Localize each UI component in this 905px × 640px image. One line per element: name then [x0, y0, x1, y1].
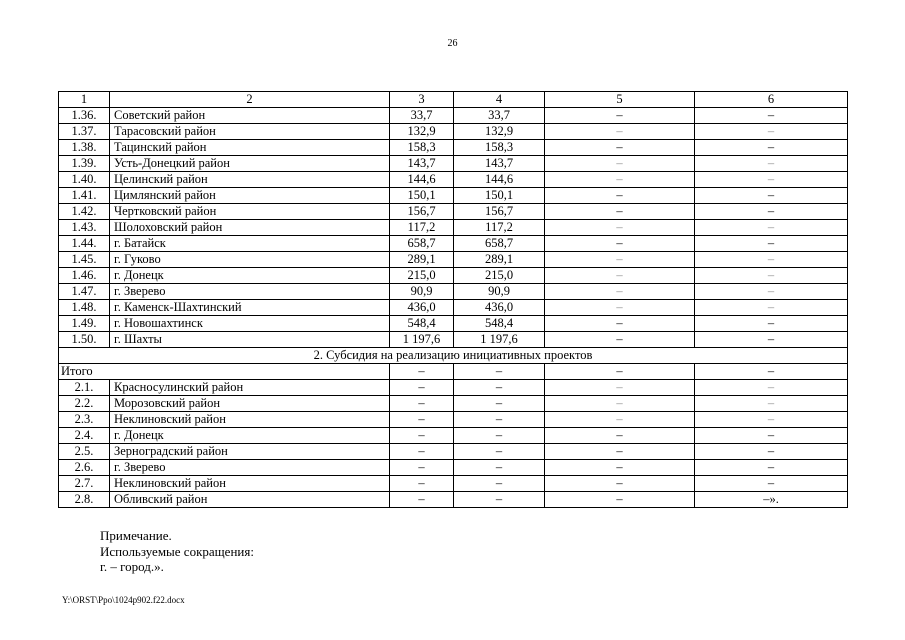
header-cell-4: 4 — [454, 92, 545, 108]
total-col-6: – — [695, 364, 848, 380]
value-col-6: – — [695, 284, 848, 300]
municipality-name: Советский район — [110, 108, 390, 124]
municipality-name: Тарасовский район — [110, 124, 390, 140]
value-col-5: – — [545, 204, 695, 220]
value-col-3: 436,0 — [390, 300, 454, 316]
value-col-6: – — [695, 412, 848, 428]
value-col-5: – — [545, 172, 695, 188]
value-col-4: – — [454, 492, 545, 508]
row-number: 1.40. — [59, 172, 110, 188]
value-col-4: 548,4 — [454, 316, 545, 332]
value-col-5: – — [545, 428, 695, 444]
value-col-4: 117,2 — [454, 220, 545, 236]
row-number: 1.42. — [59, 204, 110, 220]
value-col-5: – — [545, 156, 695, 172]
table-row — [59, 396, 848, 412]
value-col-5: – — [545, 492, 695, 508]
value-col-3: 132,9 — [390, 124, 454, 140]
total-col-4: – — [454, 364, 545, 380]
value-col-3: 33,7 — [390, 108, 454, 124]
table-row — [59, 204, 848, 220]
row-number: 1.48. — [59, 300, 110, 316]
value-col-4: – — [454, 412, 545, 428]
table-row — [59, 460, 848, 476]
table-row — [59, 380, 848, 396]
table-row — [59, 428, 848, 444]
value-col-6: – — [695, 204, 848, 220]
section-2-title: 2. Субсидия на реализацию инициативных проектов — [59, 348, 848, 364]
section-heading-row — [59, 348, 848, 364]
municipality-name: г. Зверево — [110, 284, 390, 300]
note-line-abbreviations: Используемые сокращения: — [100, 543, 254, 559]
value-col-4: – — [454, 396, 545, 412]
table-row — [59, 108, 848, 124]
value-col-4: 289,1 — [454, 252, 545, 268]
total-col-3: – — [390, 364, 454, 380]
municipality-name: Неклиновский район — [110, 412, 390, 428]
value-col-5: – — [545, 396, 695, 412]
value-col-4: – — [454, 380, 545, 396]
value-col-4: 143,7 — [454, 156, 545, 172]
total-row — [59, 364, 848, 380]
note-block — [100, 528, 254, 575]
municipality-name: Цимлянский район — [110, 188, 390, 204]
municipality-name: Обливский район — [110, 492, 390, 508]
value-col-6: – — [695, 172, 848, 188]
value-col-6: – — [695, 268, 848, 284]
municipality-name: Целинский район — [110, 172, 390, 188]
municipality-name: г. Шахты — [110, 332, 390, 348]
header-cell-1: 1 — [59, 92, 110, 108]
municipality-name: Усть-Донецкий район — [110, 156, 390, 172]
page-number: 26 — [447, 38, 458, 49]
row-number: 2.8. — [59, 492, 110, 508]
value-col-3: 215,0 — [390, 268, 454, 284]
value-col-3: 144,6 — [390, 172, 454, 188]
value-col-6: – — [695, 428, 848, 444]
row-number: 1.36. — [59, 108, 110, 124]
value-col-6: – — [695, 476, 848, 492]
value-col-6: – — [695, 108, 848, 124]
value-col-5: – — [545, 444, 695, 460]
row-number: 1.49. — [59, 316, 110, 332]
row-number: 1.45. — [59, 252, 110, 268]
value-col-4: – — [454, 444, 545, 460]
table-row — [59, 252, 848, 268]
value-col-3: 150,1 — [390, 188, 454, 204]
value-col-5: – — [545, 316, 695, 332]
value-col-4: 658,7 — [454, 236, 545, 252]
value-col-5: – — [545, 284, 695, 300]
municipality-name: г. Гуково — [110, 252, 390, 268]
header-cell-2: 2 — [110, 92, 390, 108]
table-row — [59, 316, 848, 332]
table-row — [59, 140, 848, 156]
header-row — [59, 92, 848, 108]
value-col-4: 144,6 — [454, 172, 545, 188]
value-col-4: 90,9 — [454, 284, 545, 300]
municipality-name: г. Новошахтинск — [110, 316, 390, 332]
municipality-name: Морозовский район — [110, 396, 390, 412]
value-col-6: – — [695, 396, 848, 412]
header-cell-3: 3 — [390, 92, 454, 108]
value-col-3: 90,9 — [390, 284, 454, 300]
municipality-name: Чертковский район — [110, 204, 390, 220]
value-col-6: – — [695, 236, 848, 252]
value-col-5: – — [545, 412, 695, 428]
row-number: 1.47. — [59, 284, 110, 300]
value-col-3: 143,7 — [390, 156, 454, 172]
row-number: 2.1. — [59, 380, 110, 396]
header-cell-5: 5 — [545, 92, 695, 108]
municipality-name: Шолоховский район — [110, 220, 390, 236]
municipality-name: г. Донецк — [110, 428, 390, 444]
value-col-4: – — [454, 428, 545, 444]
note-line-city: г. – город.». — [100, 559, 164, 574]
value-col-3: 548,4 — [390, 316, 454, 332]
total-col-5: – — [545, 364, 695, 380]
value-col-3: 658,7 — [390, 236, 454, 252]
value-col-3: – — [390, 460, 454, 476]
value-col-5: – — [545, 124, 695, 140]
row-number: 1.39. — [59, 156, 110, 172]
value-col-4: 132,9 — [454, 124, 545, 140]
value-col-5: – — [545, 188, 695, 204]
value-col-5: – — [545, 476, 695, 492]
footer-file-path: Y:\ORST\Ppo\1024p902.f22.docx — [62, 595, 185, 605]
value-col-4: 150,1 — [454, 188, 545, 204]
row-number: 1.43. — [59, 220, 110, 236]
table-row — [59, 268, 848, 284]
table-row — [59, 300, 848, 316]
value-col-5: – — [545, 140, 695, 156]
value-col-3: 289,1 — [390, 252, 454, 268]
value-col-5: – — [545, 380, 695, 396]
row-number: 1.44. — [59, 236, 110, 252]
value-col-3: 158,3 — [390, 140, 454, 156]
value-col-5: – — [545, 236, 695, 252]
row-number: 2.6. — [59, 460, 110, 476]
value-col-3: – — [390, 444, 454, 460]
value-col-3: – — [390, 492, 454, 508]
municipality-name: г. Донецк — [110, 268, 390, 284]
value-col-3: 1 197,6 — [390, 332, 454, 348]
value-col-6: –». — [695, 492, 848, 508]
value-col-4: – — [454, 460, 545, 476]
value-col-6: – — [695, 300, 848, 316]
value-col-5: – — [545, 108, 695, 124]
table-row — [59, 188, 848, 204]
note-title: Примечание. — [100, 528, 172, 543]
value-col-6: – — [695, 140, 848, 156]
municipality-name: Неклиновский район — [110, 476, 390, 492]
value-col-3: – — [390, 396, 454, 412]
row-number: 1.46. — [59, 268, 110, 284]
row-number: 1.37. — [59, 124, 110, 140]
value-col-4: 158,3 — [454, 140, 545, 156]
value-col-3: – — [390, 380, 454, 396]
row-number: 2.3. — [59, 412, 110, 428]
row-number: 2.2. — [59, 396, 110, 412]
value-col-6: – — [695, 124, 848, 140]
row-number: 2.4. — [59, 428, 110, 444]
value-col-4: 436,0 — [454, 300, 545, 316]
value-col-6: – — [695, 188, 848, 204]
row-number: 1.38. — [59, 140, 110, 156]
value-col-4: – — [454, 476, 545, 492]
municipality-name: г. Батайск — [110, 236, 390, 252]
value-col-5: – — [545, 268, 695, 284]
table-row — [59, 332, 848, 348]
value-col-6: – — [695, 444, 848, 460]
value-col-5: – — [545, 220, 695, 236]
municipality-name: г. Каменск-Шахтинский — [110, 300, 390, 316]
table-row — [59, 220, 848, 236]
value-col-5: – — [545, 460, 695, 476]
row-number: 1.50. — [59, 332, 110, 348]
value-col-4: 1 197,6 — [454, 332, 545, 348]
value-col-5: – — [545, 332, 695, 348]
value-col-6: – — [695, 220, 848, 236]
table-row — [59, 444, 848, 460]
value-col-3: 156,7 — [390, 204, 454, 220]
value-col-6: – — [695, 332, 848, 348]
value-col-3: – — [390, 428, 454, 444]
total-label: Итого — [59, 364, 390, 380]
subsidy-table — [58, 91, 848, 508]
value-col-3: – — [390, 412, 454, 428]
municipality-name: Зерноградский район — [110, 444, 390, 460]
table-row — [59, 172, 848, 188]
value-col-5: – — [545, 252, 695, 268]
table-row — [59, 412, 848, 428]
value-col-3: – — [390, 476, 454, 492]
value-col-5: – — [545, 300, 695, 316]
table-row — [59, 476, 848, 492]
value-col-3: 117,2 — [390, 220, 454, 236]
table-row — [59, 156, 848, 172]
row-number: 2.5. — [59, 444, 110, 460]
table-row — [59, 124, 848, 140]
municipality-name: Тацинский район — [110, 140, 390, 156]
row-number: 2.7. — [59, 476, 110, 492]
table-row — [59, 492, 848, 508]
municipality-name: Красносулинский район — [110, 380, 390, 396]
value-col-6: – — [695, 316, 848, 332]
municipality-name: г. Зверево — [110, 460, 390, 476]
value-col-4: 33,7 — [454, 108, 545, 124]
value-col-6: – — [695, 156, 848, 172]
value-col-4: 156,7 — [454, 204, 545, 220]
value-col-4: 215,0 — [454, 268, 545, 284]
table-row — [59, 284, 848, 300]
table-row — [59, 236, 848, 252]
value-col-6: – — [695, 252, 848, 268]
value-col-6: – — [695, 460, 848, 476]
value-col-6: – — [695, 380, 848, 396]
header-cell-6: 6 — [695, 92, 848, 108]
row-number: 1.41. — [59, 188, 110, 204]
